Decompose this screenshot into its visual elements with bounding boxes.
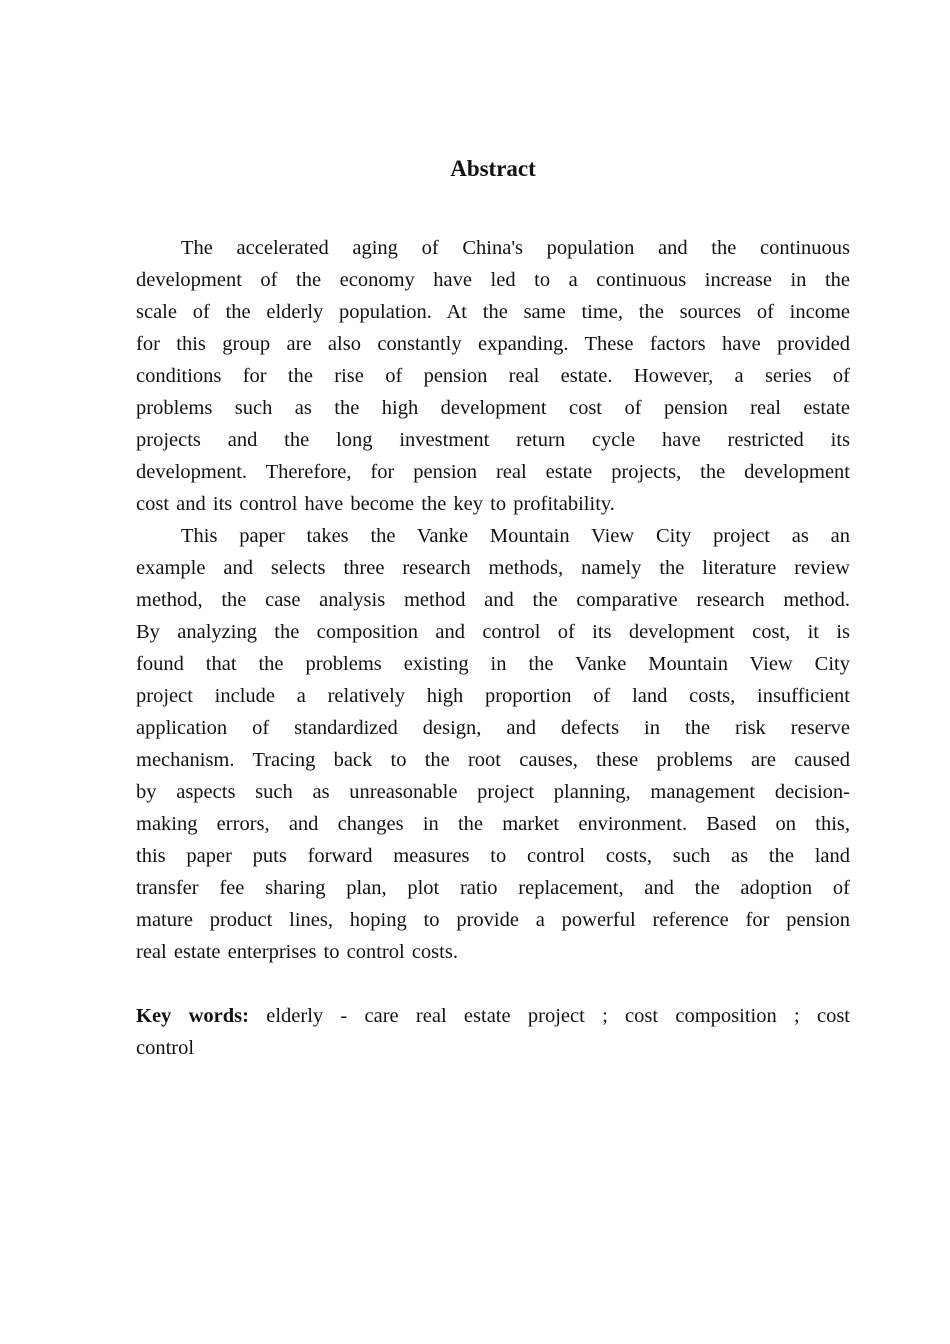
- keywords-line-1: [136, 1000, 850, 1032]
- paragraph: [136, 232, 850, 520]
- abstract-paragraphs: [136, 232, 850, 968]
- text-line: mechanism. Tracing back to the root causes, these problems are caused: [136, 749, 850, 771]
- keywords: [136, 1000, 850, 1064]
- text-line: by aspects such as unreasonable project planning, management decision-: [136, 781, 850, 803]
- text-line: development. Therefore, for pension real estate projects, the development: [136, 461, 850, 483]
- text-line: making errors, and changes in the market environment. Based on this,: [136, 813, 850, 835]
- text-line: real estate enterprises to control costs.: [136, 941, 458, 963]
- abstract-body: [136, 232, 850, 1064]
- text-line: The accelerated aging of China's population and the continuous: [181, 237, 850, 259]
- text-line: method, the case analysis method and the comparative research method.: [136, 589, 850, 611]
- text-line: cost and its control have become the key to profitability.: [136, 493, 615, 515]
- page-title: Abstract: [450, 156, 536, 181]
- text-line: This paper takes the Vanke Mountain View City project as an: [181, 525, 850, 547]
- text-line: problems such as the high development cost of pension real estate: [136, 397, 850, 419]
- text-line: found that the problems existing in the Vanke Mountain View City: [136, 653, 850, 675]
- text-line: example and selects three research methods, namely the literature review: [136, 557, 850, 579]
- text-line: development of the economy have led to a continuous increase in the: [136, 269, 850, 291]
- text-line: scale of the elderly population. At the same time, the sources of income: [136, 301, 850, 323]
- text-line: application of standardized design, and defects in the risk reserve: [136, 717, 850, 739]
- keywords-label: Key words:: [136, 1005, 249, 1027]
- text-line: transfer fee sharing plan, plot ratio replacement, and the adoption of: [136, 877, 850, 899]
- paragraph: [136, 520, 850, 968]
- text-line: mature product lines, hoping to provide a powerful reference for pension: [136, 909, 850, 931]
- text-line: conditions for the rise of pension real estate. However, a series of: [136, 365, 850, 387]
- text-line: projects and the long investment return cycle have restricted its: [136, 429, 850, 451]
- keywords-text: elderly - care real estate project ; cost composition ; cost: [266, 1005, 850, 1027]
- keywords-line-2: control: [136, 1037, 195, 1059]
- text-line: By analyzing the composition and control of its development cost, it is: [136, 621, 850, 643]
- text-line: for this group are also constantly expanding. These factors have provided: [136, 333, 850, 355]
- text-line: project include a relatively high proportion of land costs, insufficient: [136, 685, 850, 707]
- text-line: this paper puts forward measures to control costs, such as the land: [136, 845, 850, 867]
